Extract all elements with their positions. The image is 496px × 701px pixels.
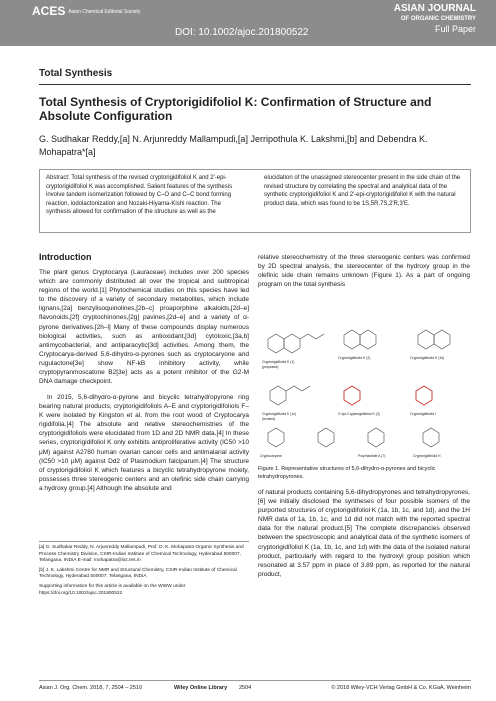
abstract-left: Abstract: Total synthesis of the revised cryptorigidifoliol K and 2′-epi-cryptorigidifoliol K was accomplished. Salient features of the synthesis involve tandem isomerization followed by C–O and C–C bond forming reaction, iodolactonization and Nozaki-Hiyama-Kishi reaction. The synthesis allowed for confirmation of the structure as well as the (46, 175, 233, 215)
page-number: 2504 (239, 685, 252, 691)
structure-label: Cryptorigidifoliol K (1b) (410, 356, 445, 360)
structure-label: Cryptorigidifoliol K (1c) (262, 412, 297, 416)
structure-label: Cryptorigidifoliol K (1) (262, 360, 295, 364)
copyright: © 2018 Wiley-VCH Verlag GmbH & Co. KGaA, Weinheim (331, 685, 471, 691)
citation: Asian J. Org. Chem. 2018, 7, 2504 – 2510 (39, 685, 143, 691)
journal-header-bar (0, 0, 496, 46)
journal-logo: ASIAN JOURNAL OF ORGANIC CHEMISTRY Full Paper (393, 3, 476, 34)
col2-paragraph-2: of natural products containing 5,6-dihydropyrones and tetrahydropyrones,[6] we initially disclosed the syntheses of four possible isomers of the purported structures of cryptorigidifoliol K (1a, 1b, 1c, and 1d), and the 1H NMR data of 1a, 1b, 1c, and 1d did not match with the reported spectral data for the natural product.[5] The complete discrepancies observed between the spectroscopic and analytical data of the synthetic isomers of cryptorigidifoliol K (1a, 1b, 1c, and 1d) with the data of the isolated natural product, particularly with regard to the hydroxyl group position which resonated at 3.57 ppm in place of 3.89 ppm, as reported for the natural product, (258, 489, 470, 578)
article-title: Total Synthesis of Cryptorigidifoliol K: Confirmation of Structure and Absolute Configuration (39, 95, 432, 123)
abstract-box (39, 169, 471, 233)
supporting-info-note[interactable]: Supporting information for this article is available on the WWW under https://doi.org/10.1002/ajoc.201800522 (39, 583, 186, 596)
wiley-link[interactable]: Wiley Online Library (174, 685, 228, 691)
structure-label: (revised) (262, 417, 276, 421)
affiliation-notes (39, 545, 249, 597)
intro-paragraph-2: In 2015, 5,6-dihydro-α-pyrone and bicyclic tetrahydropyrone ring bearing natural products, cryptorigidifoliols A–E and cryptorigidifoliols F–K were isolated by Kingston et al. from the root wood of Cryptocarya rigidifolia.[4] The absolute and relative stereochemistries of the cryptorigidifoliols were elucidated from 1D and 2D NMR data.[4] In these series, cryptorigidifoliol K only exhibits antiproliferative activity (IC50 >10 μM) against A2780 human ovarian cancer cells and antimalarial activity (IC50 >10 μM) against Dd2 of Plasmodium falciparum.[4] The structure of cryptorigidifoliol K which features a bicyclic tetrahydropyrone moiety, possesses three stereogenic centers and an olefinic side chain carrying a hydroxy group.[4] Although the absolute and (39, 394, 249, 492)
structure-label: Cryptorigidifoliol K (2) (338, 356, 371, 360)
structure-label: (proposed) (262, 365, 279, 369)
col2-paragraph-1: relative stereochemistry of the three stereogenic centers was confirmed by 2D spectral analysis, the stereocenter of the hydroxy group in the olefinic side chain remains unknown (Figure 1). As a part of ongoing program on the total synthesis (258, 254, 470, 289)
footer-divider (39, 680, 471, 681)
affiliation-a: [a] G. Sudhakar Reddy, N. Arjunreddy Mallampudi, Prof. D. K. Mohapatra Organic Synthesis and Process Chemistry Division, CSIR-Indian Institute of Chemical Technology, Hyderabad 500007, Telangana, INDIA E-mail: mohapatra@iict.res.in (39, 545, 244, 564)
figure-caption: Figure 1. Representative structures of 5,6-dihydro-α-pyrones and bicyclic tetrahydropyrones. (258, 466, 436, 480)
doi-text[interactable]: DOI: 10.1002/ajoc.201800522 (175, 27, 309, 38)
structure-label: 2′-epi-Cryptorigidifoliol K (3) (338, 412, 380, 416)
abstract-right: elucidation of the unassigned stereocenter present in the side chain of the revised structure by correlating the spectral and analytical data of the synthetic cryptorigidifoliol K and 2′-epi-cryptorigidifoliol K with the natural product data, which was found to be 1S,5R,7S,2′R,3′E. (264, 175, 461, 207)
intro-paragraph-1: The plant genus Cryptocarya (Lauraceae) includes over 200 species which are commonly distributed all over the tropical and subtropical regions of the world.[1] Phytochemical studies on this species have led to the discovery of a variety of secondary metabolites, which include lignans,[2a] benzylisoquinolines,[2b–c] proaporphine alkaloids,[2d–e] flavonoids,[2f] cryptochinones,[2g] pavines,[2d–e] and a variety of α-pyrone derivatives.[2h–l] Many of these compounds display numerous biological activities, such as antioxidant,[3d] cytotoxic,[3a,b] antimycobacterial, and antiparacytic[3d] activities. Among them, the Cryptocarya-derived 5,6-dihydro-α-pyrones such as cryptocaryone and rugulactone[3e] show NF-kB inhibitory activity, while cryptopyranmoscatone B2[3e] acts as a potent inhibitor of the G2-M DNA damage checkpoint. (39, 269, 249, 386)
structure-label: Cryptocaryone (260, 454, 283, 458)
intro-heading: Introduction (39, 252, 92, 262)
figure-1-structures (258, 321, 470, 461)
footnote-divider (39, 541, 249, 542)
divider (39, 84, 471, 85)
structure-label: Cryptorigidifoliol I (410, 412, 437, 416)
section-label: Total Synthesis (39, 68, 113, 79)
structure-label: Cryptorigidifoliol H (413, 454, 441, 458)
affiliation-b: [b] J. K. Lakshmi Centre for NMR and Structural Chemistry, CSIR-Indian Institute of Chemical Technology, Hyderabad 500007, Telangana, INDIA (39, 567, 237, 580)
author-list: G. Sudhakar Reddy,[a] N. Arjunreddy Mallampudi,[a] Jerripothula K. Lakshmi,[b] and Debendra K. Mohapatra*[a] (39, 134, 428, 157)
structure-label: Polyrhacitide A (7) (358, 454, 386, 458)
publisher-logo: ACES Asian Chemical Editorial Society (32, 4, 141, 18)
